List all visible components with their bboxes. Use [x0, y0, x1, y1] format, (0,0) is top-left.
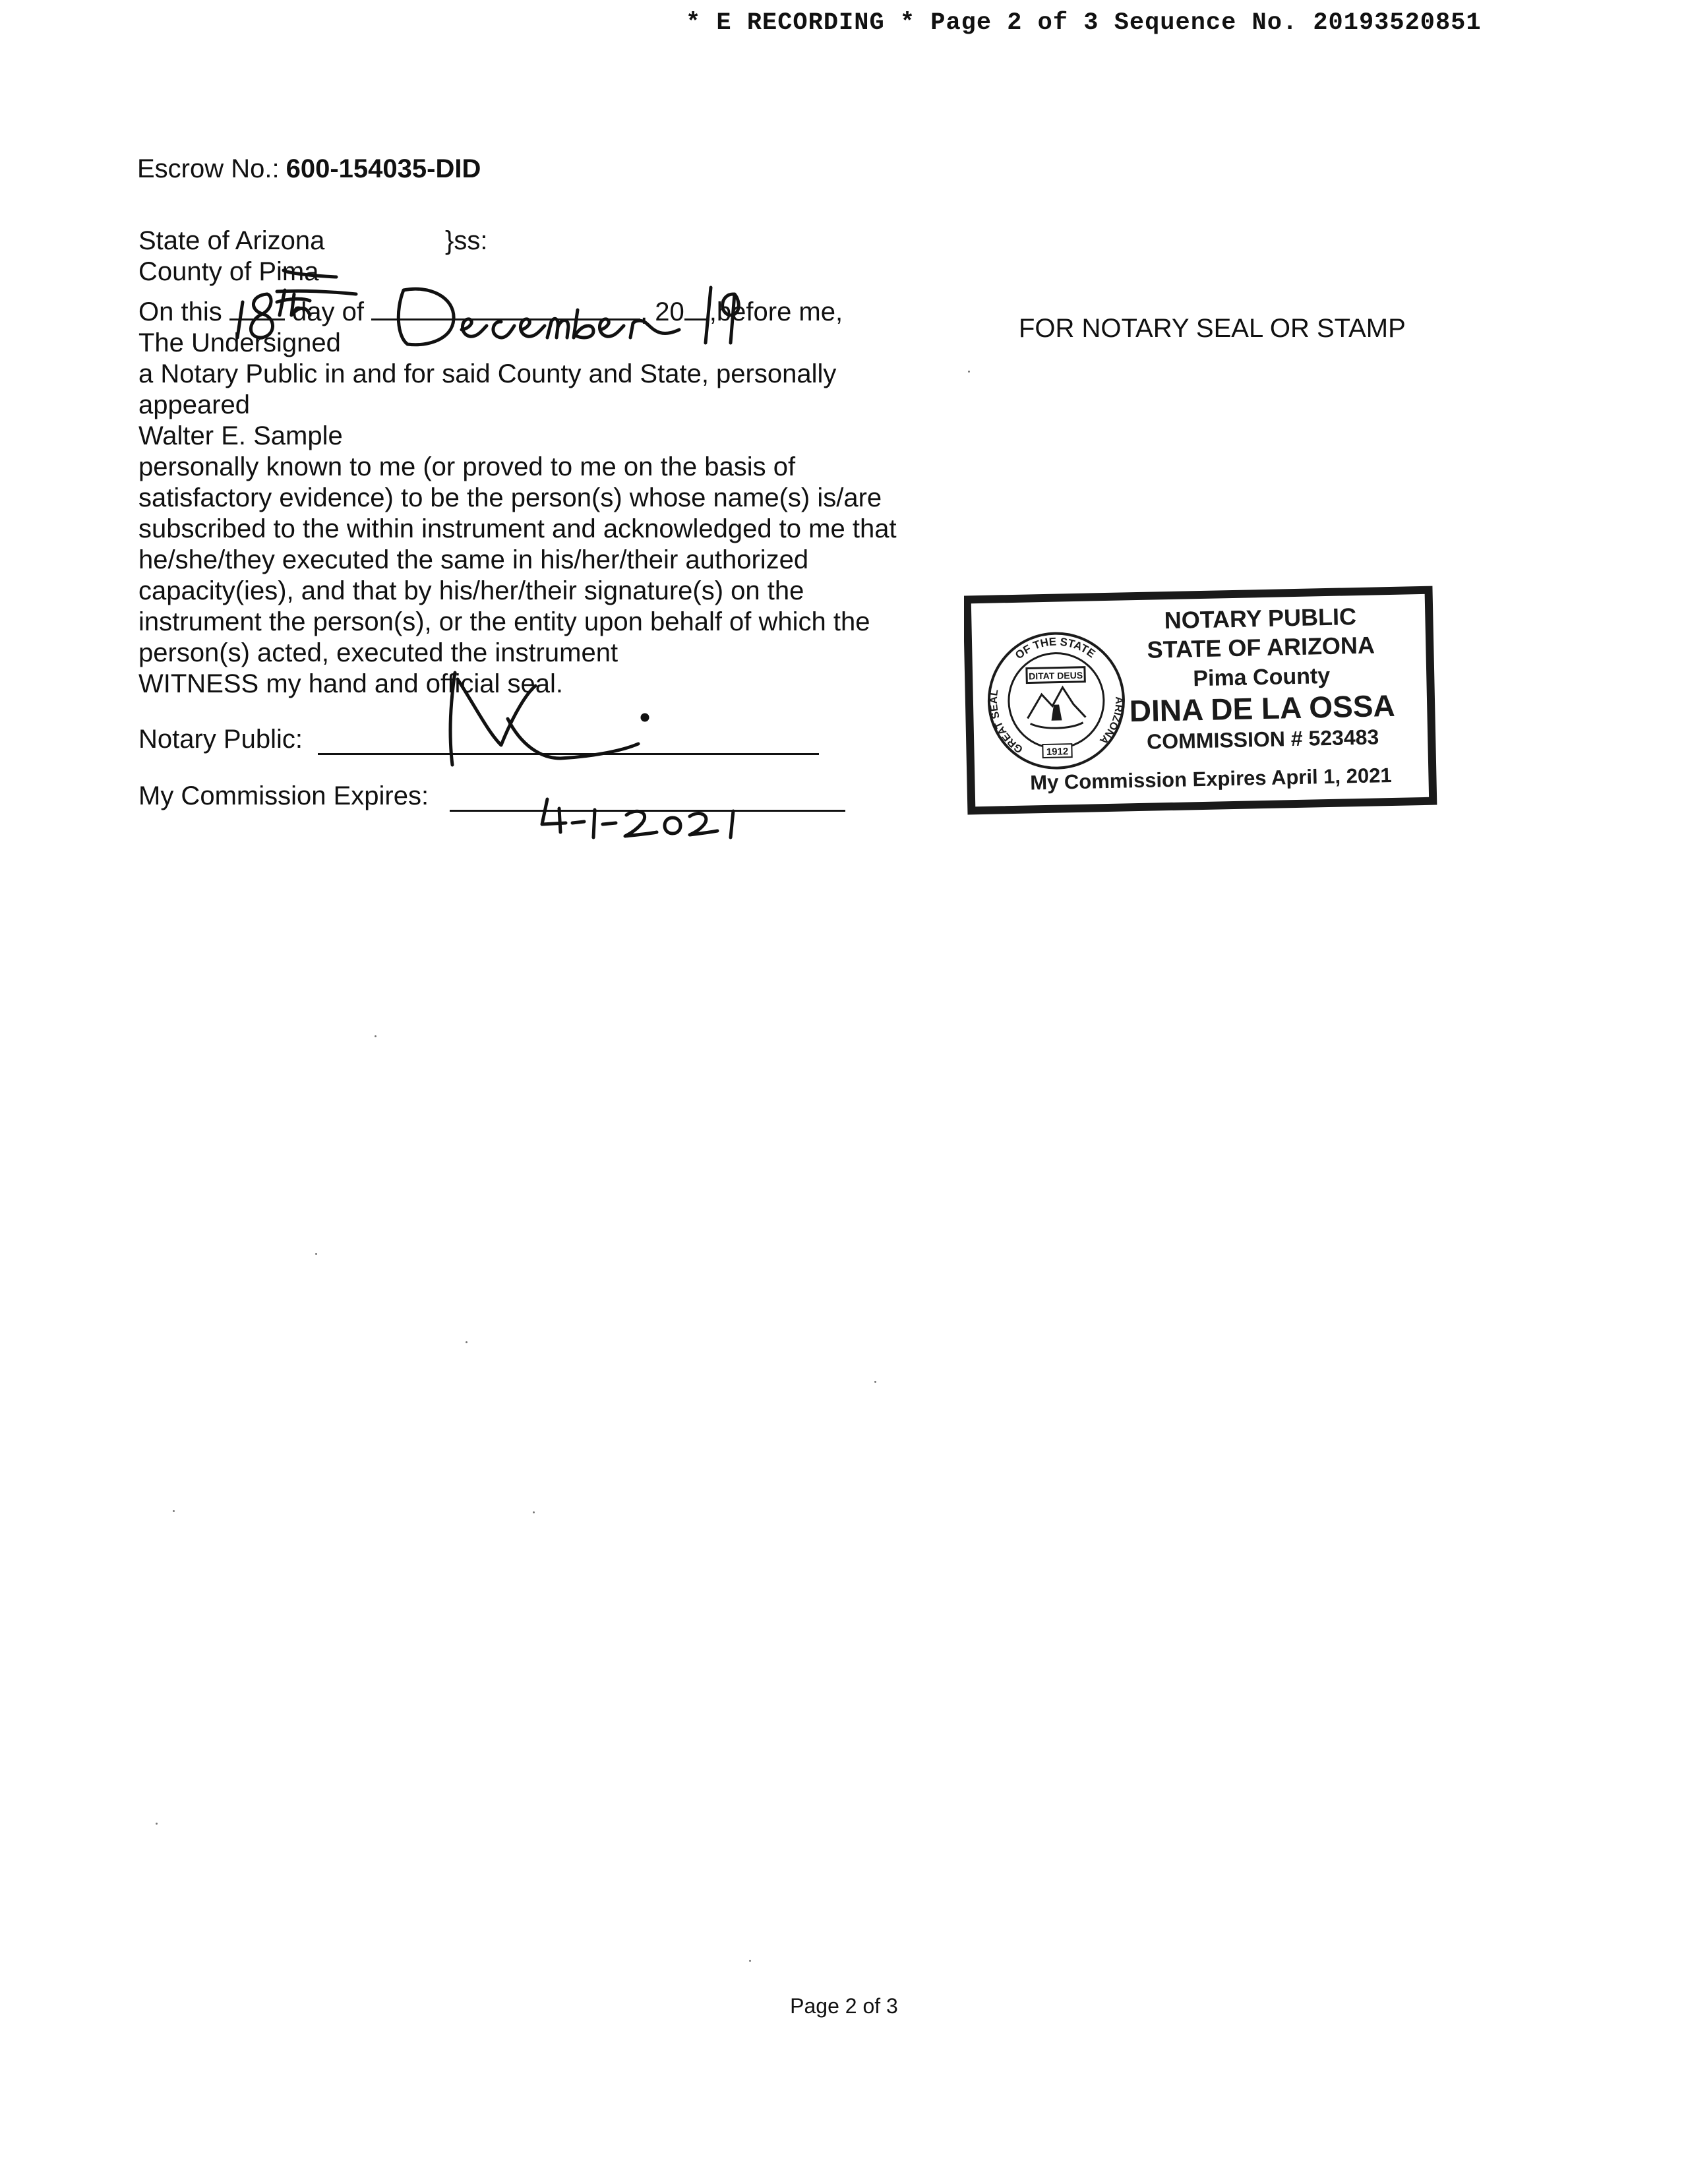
venue-county-line — [138, 257, 950, 288]
ack-line: capacity(ies), and that by his/her/their signature(s) on the — [138, 576, 804, 605]
day-blank — [229, 318, 285, 320]
scan-speck — [874, 1381, 876, 1383]
arizona-seal — [987, 632, 1126, 769]
ack-line: subscribed to the within instrument and acknowledged to me that — [138, 514, 897, 543]
recording-header: * E RECORDING * Page 2 of 3 Sequence No. 20193520851 — [686, 9, 1482, 37]
commission-expiry-line — [450, 810, 845, 812]
seal-text-left: GREAT SEAL — [988, 688, 1025, 755]
stamp-county: Pima County — [1192, 663, 1331, 692]
seal-text-top: OF THE STATE — [1013, 635, 1098, 662]
day-of-text: day of — [291, 297, 364, 326]
stamp-title: NOTARY PUBLIC — [1164, 603, 1357, 634]
month-blank — [371, 318, 640, 320]
ack-line: person(s) acted, executed the instrument — [138, 638, 618, 667]
notary-stamp — [964, 586, 1439, 818]
venue-state-line — [138, 226, 950, 257]
commission-row — [138, 772, 950, 818]
escrow-number: 600-154035-DID — [286, 154, 481, 183]
venue-ss: }ss: — [445, 226, 488, 255]
notary-label: Notary Public: — [138, 725, 303, 754]
date-line — [138, 297, 950, 328]
ack-line: satisfactory evidence) to be the person(s) whose name(s) is/are — [138, 483, 882, 512]
ack-line: a Notary Public in and for said County and State, personally — [138, 359, 837, 388]
scan-speck — [375, 1035, 377, 1037]
stamp-notary-name: DINA DE LA OSSA — [1129, 688, 1396, 729]
scan-speck — [173, 1510, 175, 1512]
scan-speck — [156, 1823, 158, 1825]
venue-county-name: Pima — [258, 257, 319, 286]
witness-line: WITNESS my hand and official seal. — [138, 669, 563, 698]
year-prefix: , 20 — [640, 297, 684, 326]
year-blank — [684, 318, 709, 320]
scan-speck — [749, 1960, 751, 1962]
notary-signature-line — [318, 753, 819, 755]
signer-name: Walter E. Sample — [138, 421, 343, 450]
commission-label: My Commission Expires: — [138, 781, 429, 810]
ack-line: he/she/they executed the same in his/her/their authorized — [138, 545, 809, 574]
escrow-line — [137, 154, 481, 184]
acknowledgment-text — [138, 328, 950, 700]
page-footer: Page 2 of 3 — [790, 1994, 898, 2018]
stamp-state: STATE OF ARIZONA — [1147, 631, 1375, 663]
before-me-text: ,before me, — [709, 297, 843, 326]
venue-state: State of Arizona — [138, 226, 325, 255]
on-this-text: On this — [138, 297, 222, 326]
ack-line: appeared — [138, 390, 251, 419]
officer-name: The Undersigned — [138, 328, 341, 357]
notary-signature-row — [138, 715, 950, 762]
acknowledgment-block — [138, 226, 950, 818]
seal-text-right: ARIZONA — [1097, 696, 1125, 746]
scan-speck — [315, 1253, 317, 1255]
stamp-commission-number: COMMISSION # 523483 — [1146, 725, 1379, 754]
ack-line: instrument the person(s), or the entity upon behalf of which the — [138, 607, 870, 636]
scan-speck — [466, 1341, 467, 1343]
ack-line: personally known to me (or proved to me on the basis of — [138, 452, 796, 481]
stamp-commission-expiry: My Commission Expires April 1, 2021 — [1029, 763, 1392, 795]
seal-motto: DITAT DEUS — [1029, 669, 1083, 682]
scan-speck — [968, 371, 970, 373]
notary-stamp-graphic — [964, 586, 1439, 818]
scan-speck — [533, 1511, 535, 1513]
seal-caption: FOR NOTARY SEAL OR STAMP — [1019, 314, 1406, 343]
escrow-label: Escrow No.: — [137, 154, 280, 183]
venue-county-prefix: County of — [138, 257, 252, 286]
seal-year: 1912 — [1046, 746, 1069, 758]
